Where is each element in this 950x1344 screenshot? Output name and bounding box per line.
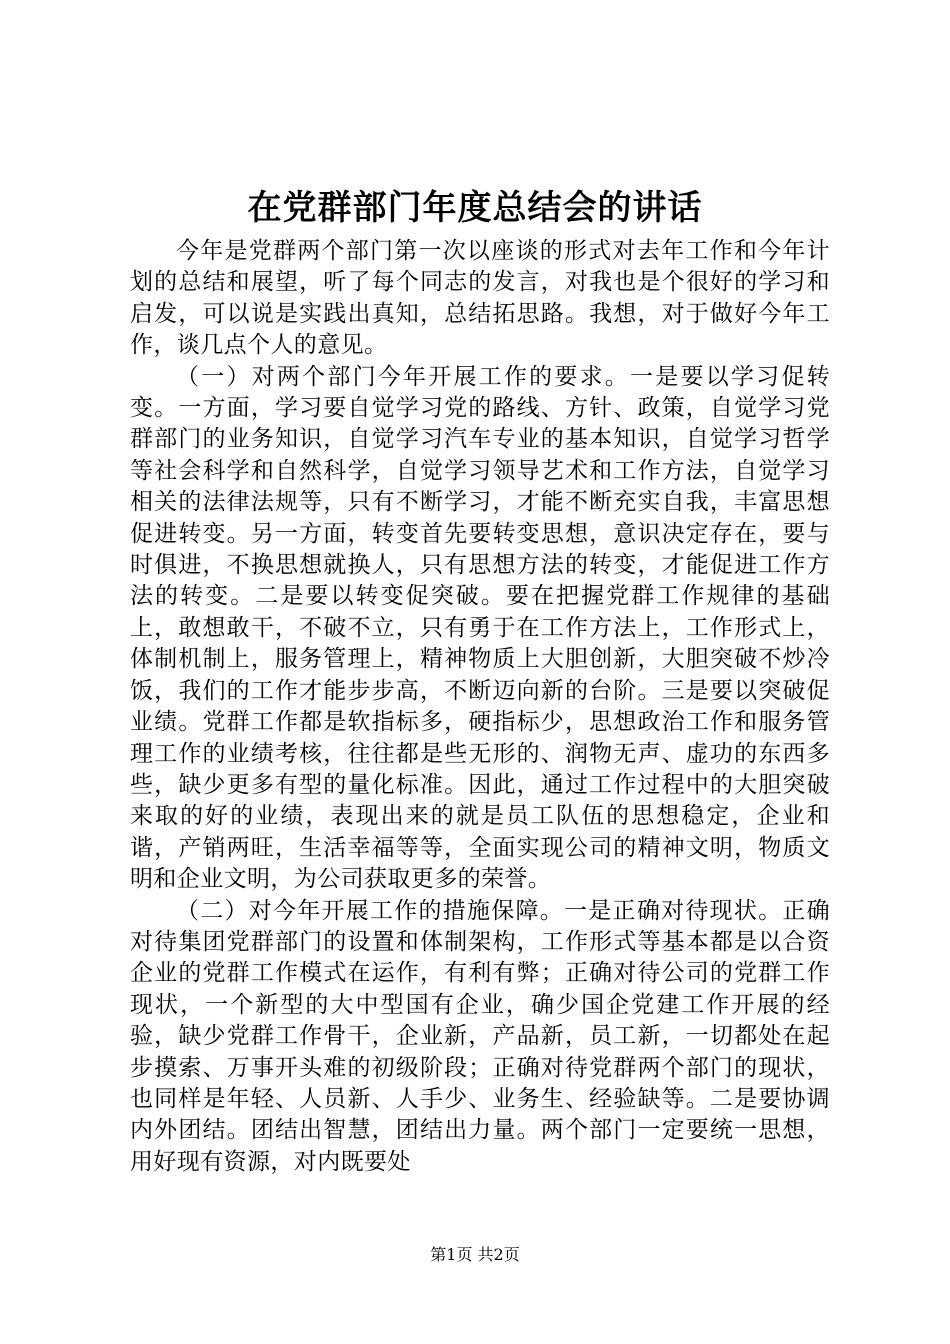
paragraph-measures: （二）对今年开展工作的措施保障。一是正确对待现状。正确对待集团党群部门的设置和体制架构，工作形式等基本都是以合资企业的党群工作模式在运作，有利有弊；正确对待公司的党群工作现状，一个新型的大中型国有企业，确少国企党建工作开展的经验，缺少党群工作骨干，企业新，产品新，员工新，一切都处在起步摸索、万事开头难的初级阶段；正确对待党群两个部门的现状，也同样是年轻、人员新、人手少、业务生、经验缺等。二是要协调内外团结。团结出智慧，团结出力量。两个部门一定要统一思想，用好现有资源，对内既要处 xyxy=(130,897,830,1175)
paragraph-requirements: （一）对两个部门今年开展工作的要求。一是要以学习促转变。一方面，学习要自觉学习党的路线、方针、政策，自觉学习党群部门的业务知识，自觉学习汽车专业的基本知识，自觉学习哲学等社会科学和自然科学，自觉学习领导艺术和工作方法，自觉学习相关的法律法规等，只有不断学习，才能不断充实自我，丰富思想促进转变。另一方面，转变首先要转变思想，意识决定存在，要与时俱进，不换思想就换人，只有思想方法的转变，才能促进工作方法的转变。二是要以转变促突破。要在把握党群工作规律的基础上，敢想敢干，不破不立，只有勇于在工作方法上，工作形式上，体制机制上，服务管理上，精神物质上大胆创新，大胆突破不炒冷饭，我们的工作才能步步高，不断迈向新的台阶。三是要以突破促业绩。党群工作都是软指标多，硬指标少，思想政治工作和服务管理工作的业绩考核，往往都是些无形的、润物无声、虚功的东西多些，缺少更多有型的量化标准。因此，通过工作过程中的大胆突破来取的好的业绩，表现出来的就是员工队伍的思想稳定，企业和谐，产销两旺，生活幸福等等，全面实现公司的精神文明，物质文明和企业文明，为公司获取更多的荣誉。 xyxy=(130,363,830,893)
page-number-footer: 第1页 共2页 xyxy=(430,1245,520,1264)
paragraph-intro: 今年是党群两个部门第一次以座谈的形式对去年工作和今年计划的总结和展望，听了每个同志的发言，对我也是个很好的学习和启发，可以说是实践出真知，总结拓思路。我想，对于做好今年工作，谈几点个人的意见。 xyxy=(130,238,830,359)
document-body xyxy=(130,236,830,1178)
document-title: 在党群部门年度总结会的讲话 xyxy=(247,188,703,228)
